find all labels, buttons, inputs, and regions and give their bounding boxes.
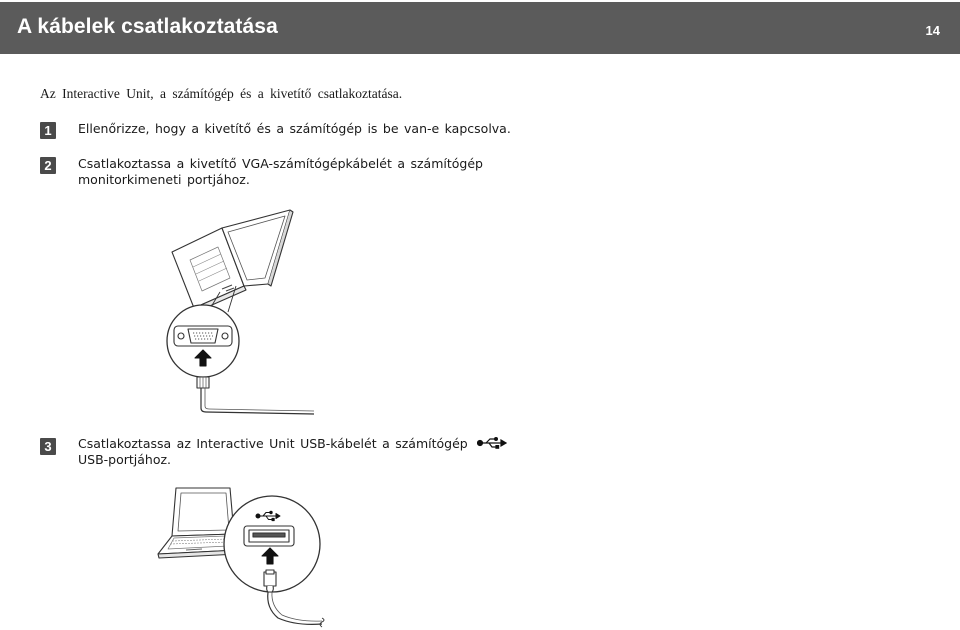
page-title: A kábelek csatlakoztatása [17,15,278,38]
step-2-line-2: monitorkimeneti portjához. [78,172,250,187]
step-1-line-1: Ellenőrizze, hogy a kivetítő és a számítógép is be van-e kapcsolva. [78,121,511,136]
usb-icon [477,437,507,449]
laptop-vga-port-illustration [160,200,360,420]
step-1-text [78,121,511,137]
step-2-badge: 2 [40,157,56,174]
laptop-usb-port-illustration [150,484,350,630]
page-header [0,2,960,54]
step-3-line-2: USB-portjához. [78,452,172,467]
step-2-line-1: Csatlakoztassa a kivetítő VGA-számítógépkábelét a számítógép [78,156,483,171]
step-3-line-1 [78,436,507,452]
step-1-badge: 1 [40,122,56,139]
step-2-text [78,156,483,188]
step-3-text [78,436,507,468]
step-3-line-1-text: Csatlakoztassa az Interactive Unit USB-kábelét a számítógép [78,436,468,451]
page-number: 14 [925,23,940,38]
step-3-badge: 3 [40,438,56,455]
intro-text: Az Interactive Unit, a számítógép és a kivetítő csatlakoztatása. [40,86,403,101]
